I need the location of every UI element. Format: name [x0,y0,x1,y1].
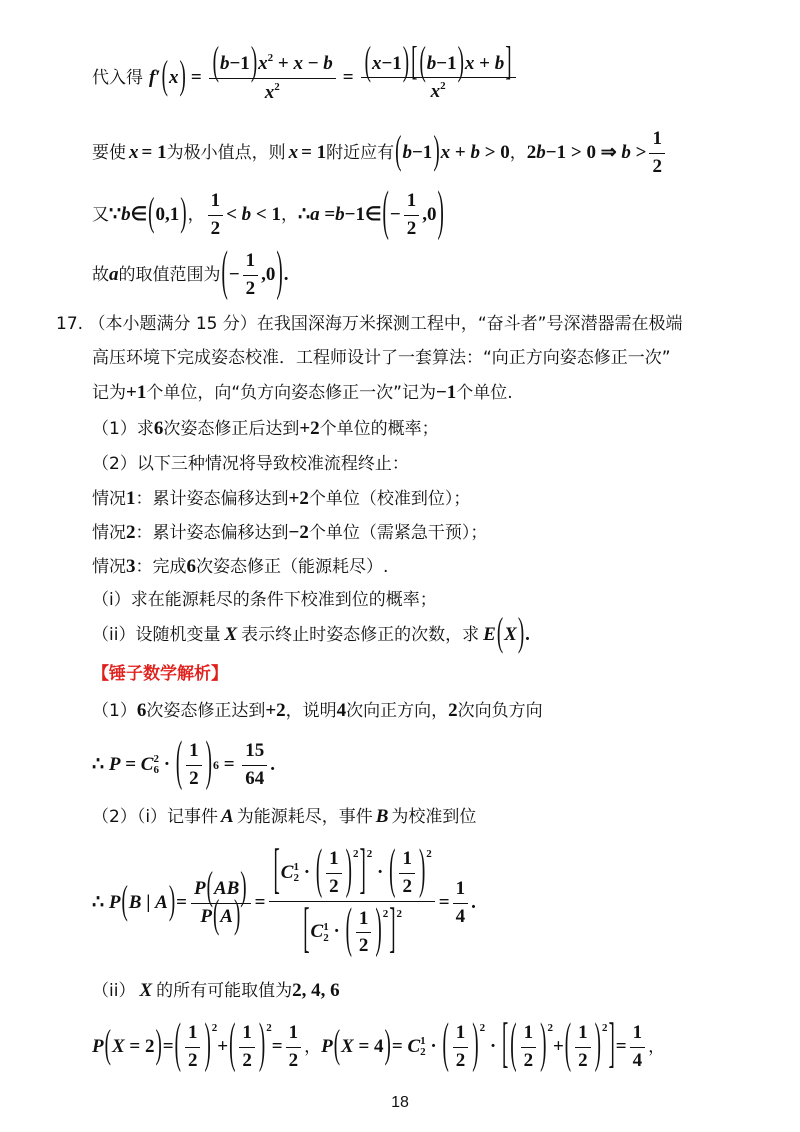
case-text: 次姿态修正（能源耗尽）. [196,557,389,578]
case-text: ：完成 [135,557,187,578]
case-text: 个单位（校准到位）； [308,489,471,510]
case-text: ：累计姿态偏移达到 [135,489,289,510]
q-text: （ii）设随机变量 [92,625,221,646]
problem-17-line-2 [92,348,671,368]
case-text: 情况 [92,523,126,544]
problem-17-line-1 [56,314,683,334]
s-text: 为能源耗尽，事件 [236,807,373,828]
value: −1 [435,382,457,403]
problem-text: 个单位，向“负方向姿态修正一次”记为 [146,383,436,404]
q-text: （1）求 [92,419,154,440]
question-2 [92,454,409,474]
variable: X [224,624,238,645]
derivative-line: 代入得 f ′ ( x ) = $\frac{(b-1)x^2 + x - b}{x^2}$ = $\frac{(x-1) [ (b-1)x + b]}{x^2}$ [92,52,519,105]
q-text: （2）以下三种情况将导致校准流程终止： [92,454,409,474]
page-number: 18 [391,1094,409,1111]
text-prefix: 又 [92,205,109,226]
s-text: 次向负方向 [457,701,543,722]
value: 6 [153,418,164,439]
value: +2 [288,488,309,509]
variable: X [139,980,153,1001]
solution-2-ii [92,980,340,1003]
value: 2 [448,700,458,721]
text-prefix: 代入得 [92,68,143,89]
heading-text: 【锤子数学解析】 [92,664,228,684]
condition-line: 要使 x = 1 为极小值点，则 x = 1 附近应有 ( b −1 ) x + b > 0 ， 2 b −1 > 0 ⇒ b > $\frac{1}{2}$ [92,128,668,179]
value: +2 [265,700,286,721]
text-prefix: 故 [92,265,109,286]
value: 2 [126,522,136,543]
values: 2, 4, 6 [292,980,340,1001]
fraction-2: $\frac{(x-1) [ (b-1)x + b]}{x^2}$ [361,53,516,105]
q-text: 个单位的概率； [319,419,439,440]
text-c: 附近应有 [326,143,395,164]
case-1 [92,488,470,511]
case-3 [92,556,388,579]
s-text: 为校准到位 [391,807,477,828]
text-a: 要使 [92,143,126,164]
case-text: 情况 [92,557,126,578]
distribution-line: P ( X = 2 ) = ( $\frac{1}{2}$ ) 2 + ( $\frac{1}{2}$ ) 2 = $\frac{1}{2}$ ， P ( X = 4 ) = C 1 2 · ( $\frac{1}{2}$ ) 2 · [ ( $\frac{1}{2}$ ) 2 + ( $\frac{1}{2}$ ) 2 ] = $\frac{1}{4}$ ， [92,1014,666,1076]
problem-17-line-3 [92,382,513,405]
value: 3 [126,556,136,577]
problem-text: 17. （本小题满分 15 分）在我国深海万米探测工程中，“奋斗者”号深潜器需在极端 [56,314,683,334]
solution-heading [92,664,228,684]
probability-formula-1: ∴ P = C 2 6 · ( $\frac{1}{2}$ ) 6 = $\frac{15}{64}$ . [92,732,276,794]
s-text: ，说明 [285,701,337,722]
q-text: 次姿态修正后达到 [163,419,300,440]
q-text: 表示终止时姿态修正的次数，求 [241,625,480,646]
s-text: （2）（i）记事件 [92,807,219,828]
case-text: 个单位（需紧急干预）； [308,523,488,544]
variable: A [221,806,234,827]
q-text: （i）求在能源耗尽的条件下校准到位的概率； [92,590,437,610]
problem-text: 记为 [92,383,126,404]
variable: B [375,806,389,827]
s-text: 次向正方向， [346,701,449,722]
problem-text: 个单位. [456,383,513,404]
case-text: 情况 [92,489,126,510]
question-1 [92,418,439,441]
conclusion-line: 故 a 的取值范围为 ( − $\frac{1}{2}$ ,0 ) . [92,242,289,304]
fraction-1: $\frac{(b-1)x^2 + x - b}{x^2}$ [209,52,336,105]
solution-1 [92,700,543,723]
text-body: 的取值范围为 [118,265,221,286]
s-text: 次姿态修正达到 [146,701,266,722]
problem-text: 高压环境下完成姿态校准．工程师设计了一套算法：“向正方向姿态修正一次” [92,348,671,368]
range-line: 又 ∵ b ∈ ( 0,1 ) ， $\frac{1}{2}$ < b < 1 ， ∴ a = b −1∈ ( − $\frac{1}{2}$ ,0 ) [92,182,444,244]
solution-2-i [92,806,476,829]
question-2-ii: （ii）设随机变量 X 表示终止时姿态修正的次数，求 E ( X ) . [92,611,530,656]
s-text: （1） [92,701,137,722]
value: +1 [126,382,147,403]
text-b: 为极小值点，则 [166,143,286,164]
value: 1 [126,488,136,509]
case-text: ：累计姿态偏移达到 [135,523,289,544]
s-text: （ii） [92,981,136,1002]
value: 6 [136,700,147,721]
value: +2 [299,418,320,439]
conditional-probability: ∴ P ( B | A ) = $\frac{P(AB)}{P(A)}$ = [ C 1 2 · ( $\frac{1}{2}$ ) 2 ] 2 · ( $\frac{1}{2}$ ) 2 [ C 1 2 · ( $\frac{1}{2}$ ) 2 ] 2 = $\frac{1}{4}$ . [92,840,476,961]
question-2-i [92,590,437,610]
value: 4 [336,700,347,721]
s-text: 的所有可能取值为 [156,981,293,1002]
case-2 [92,522,487,545]
value: −2 [288,522,309,543]
value: 6 [186,556,196,577]
